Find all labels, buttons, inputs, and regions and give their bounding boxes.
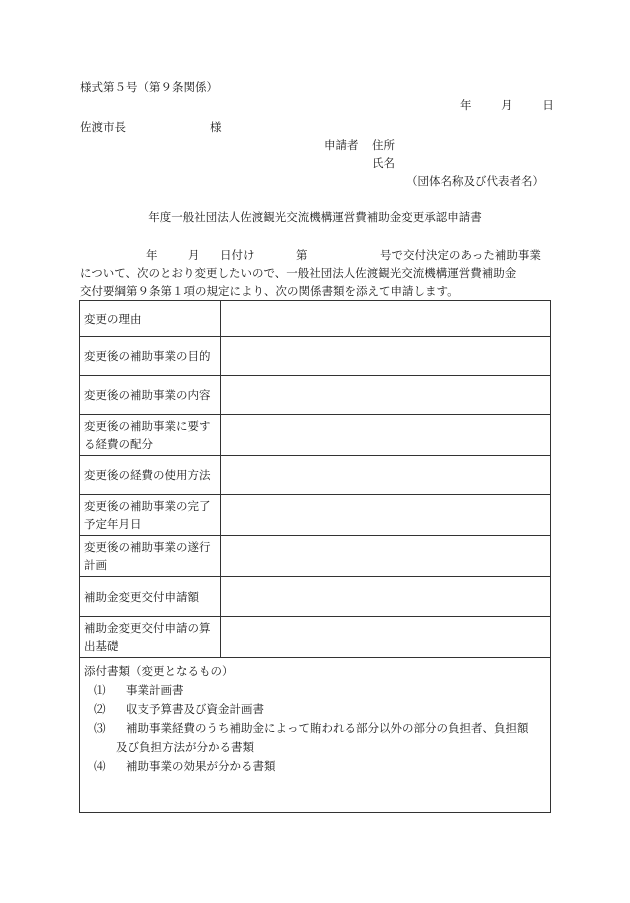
row-label: 変更後の補助事業に要する経費の配分 [80, 415, 221, 456]
date-day: 日 [542, 98, 554, 112]
document-title: 年度一般社団法人佐渡観光交流機構運営費補助金変更承認申請書 [148, 210, 482, 224]
table-row [80, 456, 551, 495]
applicant-name-label: 氏名 [372, 156, 395, 170]
date-line [460, 97, 554, 113]
application-table [79, 300, 551, 813]
body-line-2: について、次のとおり変更したいので、一般社団法人佐渡観光交流機構運営費補助金 [80, 266, 517, 280]
applicant-label: 申請者 [324, 138, 359, 152]
body-rest: 号で交付決定のあった補助事業 [380, 248, 541, 262]
attachments-row [80, 658, 551, 813]
table-row [80, 376, 551, 415]
table-row [80, 617, 551, 658]
attachments-title: 添付書類（変更となるもの） [84, 664, 234, 678]
row-label: 変更の理由 [80, 301, 221, 337]
attachment-text: 補助事業の効果が分かる書類 [126, 759, 276, 773]
attachment-number: ⑶ [94, 721, 106, 735]
date-year: 年 [460, 98, 472, 112]
body-no: 第 [296, 248, 308, 262]
body-dated: 日付け [220, 248, 255, 262]
body-month: 月 [188, 248, 200, 262]
attachment-number: ⑴ [94, 683, 106, 697]
row-label: 補助金変更交付申請の算出基礎 [80, 617, 221, 658]
addressee-name: 佐渡市長 [80, 120, 126, 134]
row-value[interactable] [221, 495, 551, 536]
row-label: 補助金変更交付申請額 [80, 577, 221, 617]
body-line-3: 交付要綱第９条第１項の規定により、次の関係書類を添えて申請します。 [80, 284, 459, 298]
attachment-number: ⑵ [94, 702, 106, 716]
row-value[interactable] [221, 376, 551, 415]
form-number: 様式第５号（第９条関係） [80, 80, 218, 94]
attachment-text: 補助事業経費のうち補助金によって賄われる部分以外の部分の負担者、負担額 [126, 721, 529, 735]
row-value[interactable] [221, 456, 551, 495]
attachment-item [84, 719, 546, 757]
addressee [80, 119, 222, 135]
table-row [80, 495, 551, 536]
row-label: 変更後の補助事業の内容 [80, 376, 221, 415]
table-row [80, 415, 551, 456]
attachment-item [84, 681, 546, 700]
row-value[interactable] [221, 536, 551, 577]
row-label: 変更後の補助事業の目的 [80, 337, 221, 376]
table-row [80, 301, 551, 337]
table-row [80, 577, 551, 617]
applicant-name-note: （団体名称及び代表者名） [406, 174, 544, 188]
row-label: 変更後の補助事業の完了予定年月日 [80, 495, 221, 536]
row-value[interactable] [221, 337, 551, 376]
attachments-cell [80, 658, 551, 813]
body-year: 年 [146, 248, 158, 262]
date-month: 月 [501, 98, 513, 112]
attachment-text: 収支予算書及び資金計画書 [126, 702, 264, 716]
row-label: 変更後の経費の使用方法 [80, 456, 221, 495]
row-value[interactable] [221, 301, 551, 337]
row-value[interactable] [221, 617, 551, 658]
attachment-number: ⑷ [94, 759, 106, 773]
addressee-honorific: 様 [210, 120, 222, 134]
table-row [80, 536, 551, 577]
row-value[interactable] [221, 577, 551, 617]
row-value[interactable] [221, 415, 551, 456]
table-row [80, 337, 551, 376]
attachment-text-continued: 及び負担方法が分かる書類 [116, 740, 254, 754]
row-label: 変更後の補助事業の遂行計画 [80, 536, 221, 577]
attachment-text: 事業計画書 [126, 683, 184, 697]
attachment-item [84, 757, 546, 776]
applicant-address-label: 住所 [372, 138, 395, 152]
attachment-item [84, 700, 546, 719]
